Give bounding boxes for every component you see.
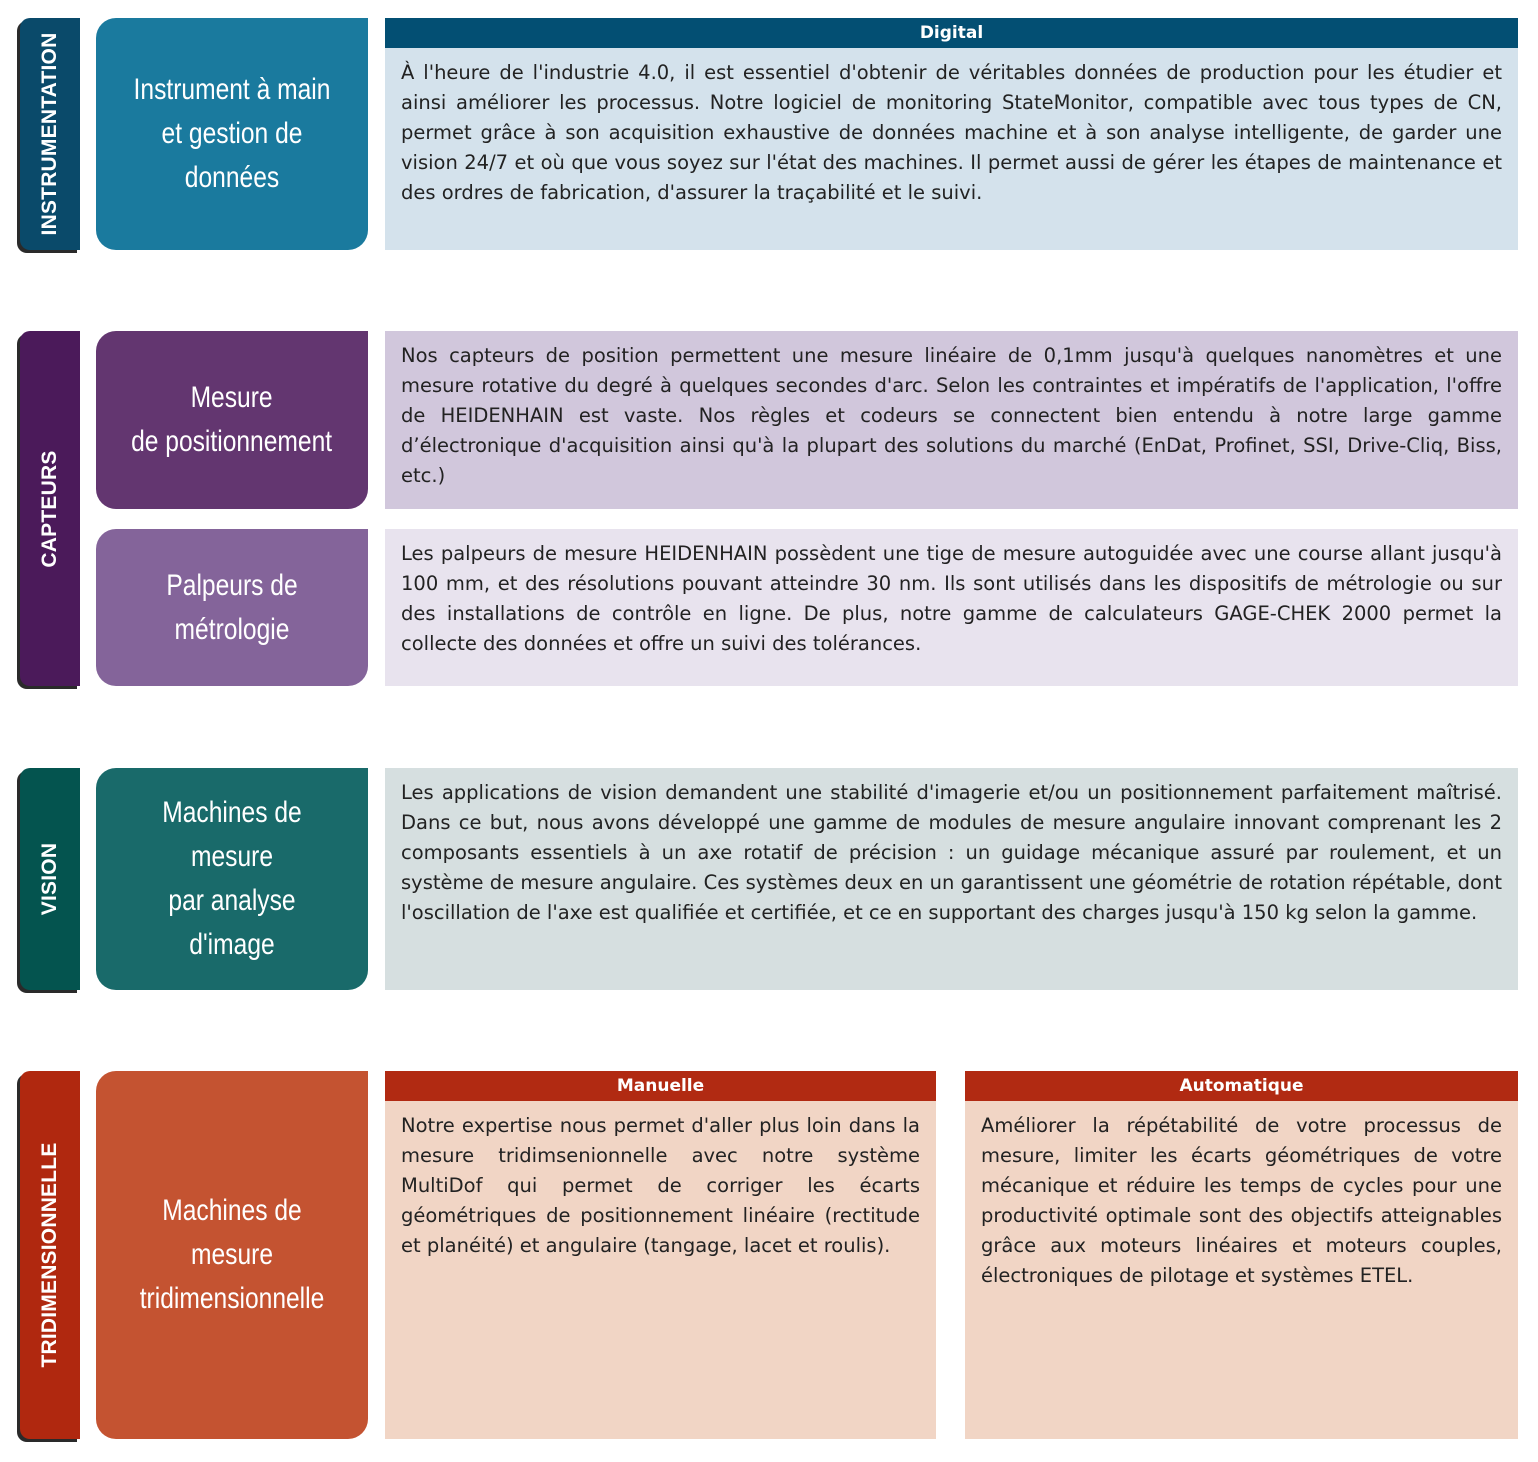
panel-automatique: [965, 1101, 1518, 1439]
category-tab-instrumentation: [20, 18, 80, 250]
panel-digital: [385, 48, 1518, 250]
category-label-instrumentation: INSTRUMENTATION: [38, 32, 61, 236]
text-vision: Les applications de vision demandent une stabilité d'imagerie et/ou un positionnement parfaitement maîtrisé. Dans ce but, nous avons développé une gamme de modules de mesure angulaire innovant comprenant les 2 composants essentiels à un axe rotatif de précision : un guidage mécanique assuré par roulement, et un système de mesure angulaire. Ces systèmes deux en un garantissent une géométrie de rotation répétable, dont l'oscillation de l'axe est qualifiée et certifiée, et ce en supportant des charges jusqu'à 150 kg selon la gamme.: [401, 781, 1502, 924]
header-manuelle: Manuelle: [616, 1076, 705, 1096]
panel-vision: [385, 768, 1518, 990]
header-bar-digital: [385, 18, 1518, 48]
title-mesure-positionnement: Mesure de positionnement: [131, 381, 333, 458]
title-box-vision: [96, 768, 368, 990]
header-automatique: Automatique: [1179, 1076, 1304, 1096]
title-tridimensionnelle: Machines de mesure tridimensionnelle: [139, 1194, 325, 1315]
category-tab-tridimensionnelle: [20, 1071, 80, 1439]
text-digital: À l'heure de l'industrie 4.0, il est essentiel d'obtenir de véritables données de production pour les étudier et ainsi améliorer les processus. Notre logiciel de monitoring StateMonitor, compatible avec tous types de CN, permet grâce à son acquisition exhaustive de données machine et à son analyse intelligente, de garder une vision 24/7 et où que vous soyez sur l'état des machines. Il permet aussi de gérer les étapes de maintenance et des ordres de fabrication, d'assurer la traçabilité et le suivi.: [401, 61, 1502, 204]
panel-mesure-positionnement: [385, 331, 1518, 509]
text-automatique: Améliorer la répétabilité de votre processus de mesure, limiter les écarts géométriques de votre mécanique et réduire les temps de cycles pour une productivité optimale sont des objectifs atteignables grâce aux moteurs linéaires et moteurs couples, électroniques de pilotage et systèmes ETEL.: [981, 1114, 1502, 1287]
title-vision: Machines de mesure par analyse d'image: [162, 796, 302, 961]
header-bar-automatique: [965, 1071, 1518, 1101]
category-tab-vision: [20, 768, 80, 990]
text-mesure-positionnement: Nos capteurs de position permettent une mesure linéaire de 0,1mm jusqu'à quelques nanomètres et une mesure rotative du degré à quelques secondes d'arc. Selon les contraintes et impératifs de l'application, l'offre de HEIDENHAIN est vaste. Nos règles et codeurs se connectent bien entendu à notre large gamme d’électronique d'acquisition ainsi qu'à la plupart des solutions du marché (EnDat, Profinet, SSI, Drive-Cliq, Biss, etc.): [401, 344, 1502, 487]
category-label-capteurs: CAPTEURS: [38, 449, 61, 568]
text-manuelle: Notre expertise nous permet d'aller plus loin dans la mesure tridimsenionnelle avec notre système MultiDof qui permet de corriger les écarts géométriques de positionnement linéaire (rectitude et planéité) et angulaire (tangage, lacet et roulis).: [401, 1114, 920, 1257]
title-instrument-main: Instrument à main et gestion de données: [133, 73, 331, 194]
title-palpeurs: Palpeurs de métrologie: [166, 568, 298, 646]
category-label-tridimensionnelle: TRIDIMENSIONNELLE: [38, 1142, 61, 1368]
title-box-mesure-positionnement: [96, 331, 368, 509]
text-palpeurs: Les palpeurs de mesure HEIDENHAIN possèdent une tige de mesure autoguidée avec une course allant jusqu'à 100 mm, et des résolutions pouvant atteindre 30 nm. Ils sont utilisés dans les dispositifs de métrologie ou sur des installations de contrôle en ligne. De plus, notre gamme de calculateurs GAGE-CHEK 2000 permet la collecte des données et offre un suivi des tolérances.: [401, 542, 1502, 655]
title-box-palpeurs: [96, 529, 368, 686]
panel-palpeurs: [385, 529, 1518, 686]
category-tab-capteurs: [20, 331, 80, 686]
header-digital: Digital: [919, 23, 984, 43]
title-box-instrument-main: [96, 18, 368, 250]
header-bar-manuelle: [385, 1071, 936, 1101]
category-label-vision: VISION: [38, 842, 61, 916]
title-box-tridimensionnelle: [96, 1071, 368, 1439]
panel-manuelle: [385, 1101, 936, 1439]
